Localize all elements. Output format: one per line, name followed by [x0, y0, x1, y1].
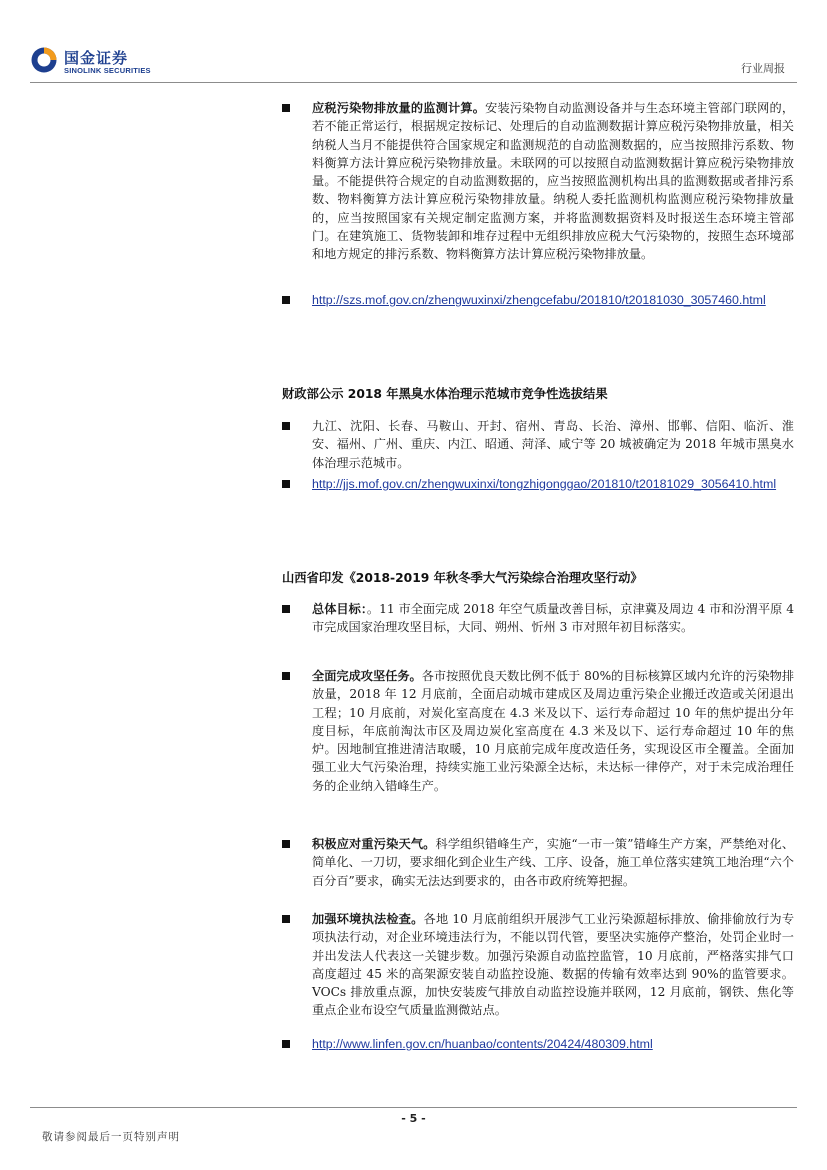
square-bullet-icon [282, 915, 290, 923]
item-heading: 加强环境执法检查。 [312, 912, 424, 926]
item-body: 科学组织错峰生产，实施“一市一策”错峰生产方案，严禁绝对化、简单化、一刀切，要求细化到企业生产线、工序、设备，施工单位落实建筑工地治理“六个百分百”要求，确实无法达到要求的，由各市政府统筹把握。 [312, 837, 795, 888]
square-bullet-icon [282, 605, 290, 613]
item-heading: 总体目标： [312, 602, 367, 616]
item-body: 各市按照优良天数比例不低于 80%的目标核算区域内允许的污染物排放量，2018 年 12 月底前，全面启动城市建成区及周边重污染企业搬迁改造或关闭退出工程；10 月底前，对炭化室高度在 4.3 米及以下、运行寿命超过 10 年的焦炉提出分年度目标，年底前淘汰市区及周边炭化室高度在 4.3 米及以下、运行寿命超过 10 年的焦炉。因地制宜推进清洁取暖，10 月底前完成年度改造任务，实现设区市全覆盖。全面加强工业大气污染治理，持续实施工业污染源全达标，未达标一律停产，对于未完成治理任务的企业纳入错峰生产。 [312, 669, 795, 793]
source-link[interactable]: http://jjs.mof.gov.cn/zhengwuxinxi/tongzhigonggao/201810/t20181029_3056410.html [312, 477, 777, 491]
square-bullet-icon [282, 672, 290, 680]
section-title: 财政部公示 2018 年黑臭水体治理示范城市竞争性选拔结果 [282, 387, 608, 401]
item-link-wrap [312, 291, 794, 309]
item-heading: 应税污染物排放量的监测计算。 [312, 101, 486, 115]
square-bullet-icon [282, 1040, 290, 1048]
item-heading: 全面完成攻坚任务。 [312, 669, 422, 683]
logo-mark-icon [30, 46, 58, 74]
item-body: 安装污染物自动监测设备并与生态环境主管部门联网的，若不能正常运行，根据规定按标记、处理后的自动监测数据计算应税污染物排放量，相关纳税人当月不能提供符合国家规定和监测规范的自动监测数据的，应当按照排污系数、物料衡算方法计算应税污染物排放量。未联网的可以按照自动监测数据计算应税污染物排放量。不能提供符合规定的自动监测数据的，应当按照监测机构出具的监测数据或者排污系数、物料衡算方法计算应税污染物排放量。纳税人委托监测机构监测应税污染物排放量的，应当按照国家有关规定制定监测方案，并将监测数据资料及时报送生态环境主管部门。在建筑施工、货物装卸和堆存过程中无组织排放应税大气污染物的，按照生态环境部和地方规定的排污系数、物料衡算方法计算应税污染物排放量。 [312, 101, 795, 262]
item-paragraph [312, 417, 794, 472]
square-bullet-icon [282, 422, 290, 430]
item-paragraph [312, 910, 794, 1020]
square-bullet-icon [282, 840, 290, 848]
logo-chinese-name: 国金证券 [64, 49, 129, 67]
source-link[interactable]: http://www.linfen.gov.cn/huanbao/contents/20424/480309.html [312, 1037, 653, 1051]
square-bullet-icon [282, 104, 290, 112]
square-bullet-icon [282, 296, 290, 304]
section-title: 山西省印发《2018-2019 年秋冬季大气污染综合治理攻坚行动》 [282, 571, 643, 585]
page-number: - 5 - [401, 1112, 426, 1125]
page-header [0, 0, 827, 84]
logo-english-name: SINOLINK SECURITIES [64, 66, 151, 75]
item-link-wrap [312, 475, 794, 493]
square-bullet-icon [282, 480, 290, 488]
item-paragraph [312, 835, 794, 890]
item-body: 。11 市全面完成 2018 年空气质量改善目标，京津冀及周边 4 市和汾渭平原 4 市完成国家治理攻坚目标，大同、朔州、忻州 3 市对照年初目标落实。 [312, 602, 794, 635]
item-link-wrap [312, 1035, 794, 1053]
footer-disclaimer: 敬请参阅最后一页特别声明 [42, 1131, 180, 1143]
item-paragraph [312, 99, 794, 264]
source-link[interactable]: http://szs.mof.gov.cn/zhengwuxinxi/zhengcefabu/201810/t20181030_3057460.html [312, 293, 766, 307]
item-paragraph [312, 667, 794, 795]
header-divider [30, 82, 797, 83]
company-logo [30, 44, 170, 80]
footer-divider [30, 1107, 797, 1108]
item-body: 各地 10 月底前组织开展涉气工业污染源超标排放、偷排偷放行为专项执法行动，对企业环境违法行为，不能以罚代管，要坚决实施停产整治，处罚企业时一并出发法人代表这一关键步数。加强污染源自动监控监管，10 月底前，严格落实排气口高度超过 45 米的高架源安装自动监控设施、数据的传输有效率达到 90%的监管要求。VOCs 排放重点源，加快安装废气排放自动监控设施并联网，12 月底前，钢铁、焦化等重点企业布设空气质量监测微站点。 [312, 912, 795, 1018]
report-type-label: 行业周报 [741, 62, 785, 75]
item-heading: 积极应对重污染天气。 [312, 837, 436, 851]
item-paragraph [312, 600, 794, 637]
item-body: 九江、沈阳、长春、马鞍山、开封、宿州、青岛、长治、漳州、邯郸、信阳、临沂、淮安、福州、广州、重庆、内江、昭通、菏泽、咸宁等 20 城被确定为 2018 年城市黑臭水体治理示范城市。 [312, 419, 794, 470]
